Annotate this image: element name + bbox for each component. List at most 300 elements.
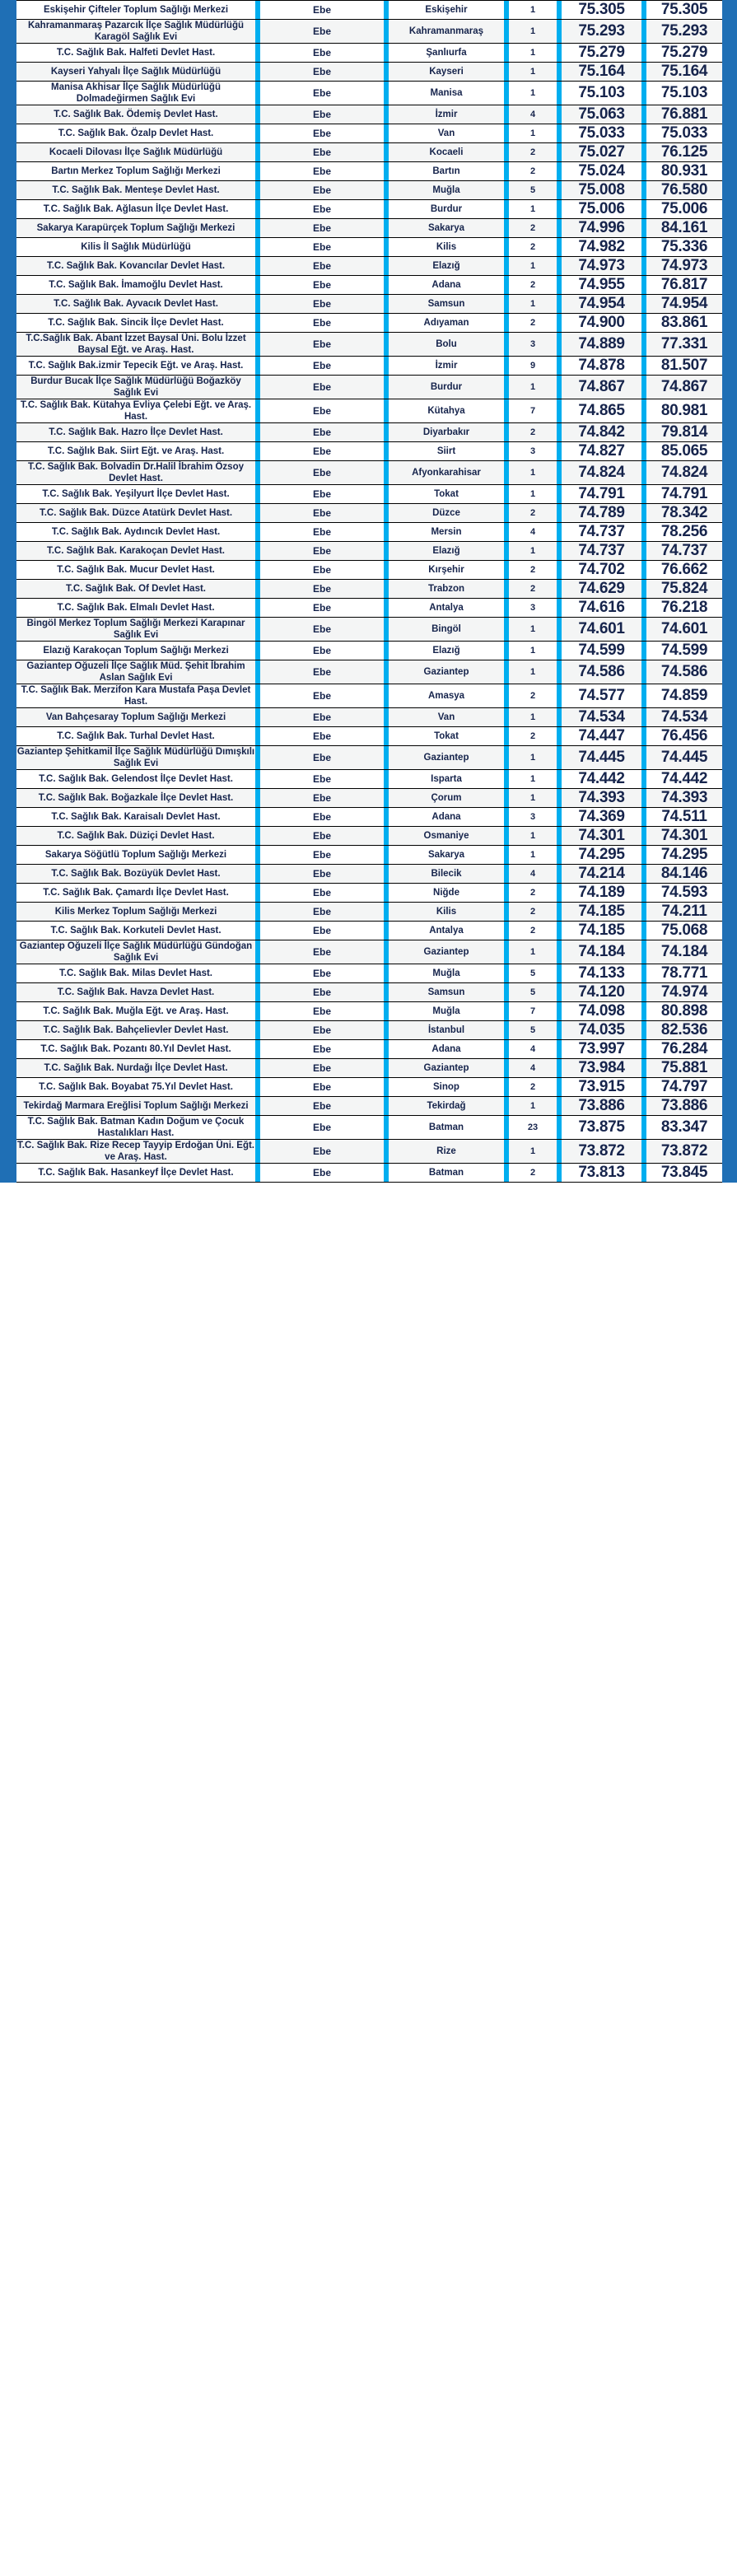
table-row (16, 1078, 722, 1097)
table-row (16, 808, 722, 827)
quota-count-cell: 1 (509, 827, 557, 846)
min-score-cell: 74.133 (562, 964, 641, 983)
institution-name-cell: T.C. Sağlık Bak. Düziçi Devlet Hast. (16, 827, 255, 846)
institution-name-cell: T.C. Sağlık Bak. Bahçelievler Devlet Hast. (16, 1021, 255, 1040)
institution-name-cell: T.C. Sağlık Bak. Aydıncık Devlet Hast. (16, 523, 255, 542)
province-cell: İzmir (389, 357, 504, 376)
min-score-cell: 74.601 (562, 618, 641, 642)
min-score-cell: 73.997 (562, 1040, 641, 1059)
title-cell: Ebe (260, 746, 384, 770)
table-row (16, 181, 722, 200)
max-score-cell: 76.881 (646, 105, 722, 124)
min-score-cell: 74.185 (562, 922, 641, 940)
institution-name-cell: T.C. Sağlık Bak. Gelendost İlçe Devlet Hast. (16, 770, 255, 789)
max-score-cell: 76.218 (646, 599, 722, 618)
quota-count-cell: 1 (509, 82, 557, 105)
province-cell: Kilis (389, 238, 504, 257)
min-score-cell: 74.824 (562, 461, 641, 485)
max-score-cell: 74.824 (646, 461, 722, 485)
table-row (16, 82, 722, 105)
title-cell: Ebe (260, 257, 384, 276)
min-score-cell: 75.103 (562, 82, 641, 105)
province-cell: Düzce (389, 504, 504, 523)
max-score-cell: 85.065 (646, 442, 722, 461)
max-score-cell: 79.814 (646, 423, 722, 442)
max-score-cell: 74.442 (646, 770, 722, 789)
province-cell: Bartın (389, 162, 504, 181)
max-score-cell: 76.817 (646, 276, 722, 295)
min-score-cell: 75.293 (562, 20, 641, 44)
province-cell: Elazığ (389, 642, 504, 660)
title-cell: Ebe (260, 580, 384, 599)
province-cell: Mersin (389, 523, 504, 542)
institution-name-cell: T.C. Sağlık Bak. Yeşilyurt İlçe Devlet Hast. (16, 485, 255, 504)
institution-name-cell: T.C. Sağlık Bak. Menteşe Devlet Hast. (16, 181, 255, 200)
quota-count-cell: 1 (509, 63, 557, 82)
min-score-cell: 74.599 (562, 642, 641, 660)
max-score-cell: 75.103 (646, 82, 722, 105)
title-cell: Ebe (260, 684, 384, 708)
table-row (16, 295, 722, 314)
table-row (16, 1164, 722, 1183)
table-row (16, 642, 722, 660)
province-cell: Diyarbakır (389, 423, 504, 442)
province-cell: Trabzon (389, 580, 504, 599)
institution-name-cell: T.C. Sağlık Bak. Merzifon Kara Mustafa Paşa Devlet Hast. (16, 684, 255, 708)
max-score-cell: 76.662 (646, 561, 722, 580)
title-cell: Ebe (260, 238, 384, 257)
quota-count-cell: 2 (509, 580, 557, 599)
max-score-cell: 74.445 (646, 746, 722, 770)
province-cell: Afyonkarahisar (389, 461, 504, 485)
title-cell: Ebe (260, 808, 384, 827)
title-cell: Ebe (260, 44, 384, 63)
institution-name-cell: T.C. Sağlık Bak. Karakoçan Devlet Hast. (16, 542, 255, 561)
title-cell: Ebe (260, 922, 384, 940)
table-row (16, 357, 722, 376)
province-cell: Amasya (389, 684, 504, 708)
province-cell: Tokat (389, 485, 504, 504)
title-cell: Ebe (260, 461, 384, 485)
institution-name-cell: T.C. Sağlık Bak. Of Devlet Hast. (16, 580, 255, 599)
institution-name-cell: T.C. Sağlık Bak. Boyabat 75.Yıl Devlet Hast. (16, 1078, 255, 1097)
province-cell: Siirt (389, 442, 504, 461)
quota-count-cell: 1 (509, 44, 557, 63)
province-cell: Muğla (389, 181, 504, 200)
table-row (16, 964, 722, 983)
min-score-cell: 74.842 (562, 423, 641, 442)
quota-count-cell: 2 (509, 561, 557, 580)
min-score-cell: 75.164 (562, 63, 641, 82)
min-score-cell: 74.789 (562, 504, 641, 523)
title-cell: Ebe (260, 20, 384, 44)
province-cell: Bingöl (389, 618, 504, 642)
min-score-cell: 74.035 (562, 1021, 641, 1040)
quota-count-cell: 1 (509, 1140, 557, 1164)
title-cell: Ebe (260, 827, 384, 846)
max-score-cell: 75.006 (646, 200, 722, 219)
institution-name-cell: T.C. Sağlık Bak. Bolvadin Dr.Halil İbrahim Özsoy Devlet Hast. (16, 461, 255, 485)
max-score-cell: 76.456 (646, 727, 722, 746)
quota-count-cell: 1 (509, 461, 557, 485)
table-row (16, 618, 722, 642)
title-cell: Ebe (260, 770, 384, 789)
table-row (16, 523, 722, 542)
min-score-cell: 75.033 (562, 124, 641, 143)
min-score-cell: 75.006 (562, 200, 641, 219)
min-score-cell: 73.984 (562, 1059, 641, 1078)
institution-name-cell: T.C. Sağlık Bak. Kovancılar Devlet Hast. (16, 257, 255, 276)
quota-count-cell: 1 (509, 20, 557, 44)
table-row (16, 708, 722, 727)
table-row (16, 684, 722, 708)
title-cell: Ebe (260, 485, 384, 504)
quota-count-cell: 5 (509, 983, 557, 1002)
min-score-cell: 74.973 (562, 257, 641, 276)
min-score-cell: 74.586 (562, 660, 641, 684)
max-score-cell: 80.931 (646, 162, 722, 181)
min-score-cell: 74.955 (562, 276, 641, 295)
quota-count-cell: 2 (509, 423, 557, 442)
min-score-cell: 74.189 (562, 884, 641, 903)
max-score-cell: 77.331 (646, 333, 722, 357)
min-score-cell: 74.982 (562, 238, 641, 257)
max-score-cell: 74.534 (646, 708, 722, 727)
province-cell: Adıyaman (389, 314, 504, 333)
institution-name-cell: Gaziantep Oğuzeli İlçe Sağlık Müdürlüğü Gündoğan Sağlık Evi (16, 940, 255, 964)
min-score-cell: 74.214 (562, 865, 641, 884)
province-cell: Adana (389, 1040, 504, 1059)
title-cell: Ebe (260, 1021, 384, 1040)
quota-count-cell: 4 (509, 1040, 557, 1059)
title-cell: Ebe (260, 708, 384, 727)
title-cell: Ebe (260, 200, 384, 219)
min-score-cell: 74.996 (562, 219, 641, 238)
institution-name-cell: T.C. Sağlık Bak. Elmalı Devlet Hast. (16, 599, 255, 618)
quota-count-cell: 2 (509, 314, 557, 333)
title-cell: Ebe (260, 1164, 384, 1183)
table-row (16, 727, 722, 746)
title-cell: Ebe (260, 542, 384, 561)
max-score-cell: 74.954 (646, 295, 722, 314)
institution-name-cell: T.C. Sağlık Bak. Karaisalı Devlet Hast. (16, 808, 255, 827)
title-cell: Ebe (260, 295, 384, 314)
quota-count-cell: 1 (509, 200, 557, 219)
table-row (16, 423, 722, 442)
quota-count-cell: 2 (509, 903, 557, 922)
max-score-cell: 74.295 (646, 846, 722, 865)
min-score-cell: 74.393 (562, 789, 641, 808)
min-score-cell: 73.813 (562, 1164, 641, 1183)
province-cell: Bolu (389, 333, 504, 357)
institution-name-cell: Eskişehir Çifteler Toplum Sağlığı Merkezi (16, 1, 255, 20)
table-row (16, 1021, 722, 1040)
institution-name-cell: T.C.Sağlık Bak. Abant İzzet Baysal Üni. Bolu İzzet Baysal Eğt. ve Araş. Hast. (16, 333, 255, 357)
table-row (16, 922, 722, 940)
table-row (16, 770, 722, 789)
institution-name-cell: T.C. Sağlık Bak. Korkuteli Devlet Hast. (16, 922, 255, 940)
max-score-cell: 75.881 (646, 1059, 722, 1078)
institution-name-cell: T.C. Sağlık Bak. Sincik İlçe Devlet Hast. (16, 314, 255, 333)
max-score-cell: 75.336 (646, 238, 722, 257)
title-cell: Ebe (260, 219, 384, 238)
quota-count-cell: 2 (509, 504, 557, 523)
title-cell: Ebe (260, 865, 384, 884)
max-score-cell: 73.886 (646, 1097, 722, 1116)
max-score-cell: 78.342 (646, 504, 722, 523)
province-cell: Samsun (389, 983, 504, 1002)
title-cell: Ebe (260, 399, 384, 423)
quota-count-cell: 1 (509, 124, 557, 143)
table-row (16, 865, 722, 884)
quota-count-cell: 7 (509, 399, 557, 423)
max-score-cell: 75.033 (646, 124, 722, 143)
min-score-cell: 74.629 (562, 580, 641, 599)
quota-count-cell: 1 (509, 708, 557, 727)
institution-name-cell: Kilis Merkez Toplum Sağlığı Merkezi (16, 903, 255, 922)
title-cell: Ebe (260, 1002, 384, 1021)
max-score-cell: 83.347 (646, 1116, 722, 1140)
table-row (16, 504, 722, 523)
max-score-cell: 83.861 (646, 314, 722, 333)
province-cell: Gaziantep (389, 660, 504, 684)
max-score-cell: 74.599 (646, 642, 722, 660)
institution-name-cell: Kayseri Yahyalı İlçe Sağlık Müdürlüğü (16, 63, 255, 82)
province-cell: İstanbul (389, 1021, 504, 1040)
min-score-cell: 74.889 (562, 333, 641, 357)
province-cell: Şanlıurfa (389, 44, 504, 63)
institution-name-cell: Bingöl Merkez Toplum Sağlığı Merkezi Karapınar Sağlık Evi (16, 618, 255, 642)
table-row (16, 903, 722, 922)
quota-count-cell: 1 (509, 789, 557, 808)
institution-name-cell: T.C. Sağlık Bak. Hasankeyf İlçe Devlet Hast. (16, 1164, 255, 1183)
table-row (16, 580, 722, 599)
max-score-cell: 81.507 (646, 357, 722, 376)
title-cell: Ebe (260, 357, 384, 376)
min-score-cell: 74.737 (562, 523, 641, 542)
quota-count-cell: 1 (509, 542, 557, 561)
province-cell: İzmir (389, 105, 504, 124)
title-cell: Ebe (260, 105, 384, 124)
province-cell: Adana (389, 808, 504, 827)
max-score-cell: 74.867 (646, 376, 722, 399)
title-cell: Ebe (260, 846, 384, 865)
province-cell: Sinop (389, 1078, 504, 1097)
min-score-cell: 74.184 (562, 940, 641, 964)
institution-name-cell: T.C. Sağlık Bak. İmamoğlu Devlet Hast. (16, 276, 255, 295)
province-cell: Batman (389, 1116, 504, 1140)
province-cell: Kırşehir (389, 561, 504, 580)
province-cell: Gaziantep (389, 746, 504, 770)
max-score-cell: 74.184 (646, 940, 722, 964)
quota-count-cell: 5 (509, 181, 557, 200)
title-cell: Ebe (260, 162, 384, 181)
province-cell: Samsun (389, 295, 504, 314)
title-cell: Ebe (260, 964, 384, 983)
institution-name-cell: T.C. Sağlık Bak. Rize Recep Tayyip Erdoğan Üni. Eğt. ve Araş. Hast. (17, 1141, 254, 1163)
table-row (16, 746, 722, 770)
province-cell: Kayseri (389, 63, 504, 82)
max-score-cell: 84.146 (646, 865, 722, 884)
max-score-cell: 74.586 (646, 660, 722, 684)
title-cell: Ebe (260, 1116, 384, 1140)
institution-name-cell: T.C. Sağlık Bak. Milas Devlet Hast. (16, 964, 255, 983)
institution-name-cell: Kahramanmaraş Pazarcık İlçe Sağlık Müdürlüğü Karagöl Sağlık Evi (16, 20, 255, 44)
quota-count-cell: 1 (509, 846, 557, 865)
title-cell: Ebe (260, 599, 384, 618)
max-score-cell: 82.536 (646, 1021, 722, 1040)
institution-name-cell: T.C. Sağlık Bak. Ödemiş Devlet Hast. (16, 105, 255, 124)
max-score-cell: 74.393 (646, 789, 722, 808)
table-row (16, 846, 722, 865)
min-score-cell: 74.445 (562, 746, 641, 770)
quota-count-cell: 1 (509, 618, 557, 642)
institution-name-cell: T.C. Sağlık Bak. Özalp Devlet Hast. (16, 124, 255, 143)
max-score-cell: 73.872 (646, 1140, 722, 1164)
quota-count-cell: 2 (509, 143, 557, 162)
min-score-cell: 74.865 (562, 399, 641, 423)
province-cell: Kahramanmaraş (389, 20, 504, 44)
institution-name-cell: Kilis İl Sağlık Müdürlüğü (16, 238, 255, 257)
min-score-cell: 74.791 (562, 485, 641, 504)
table-row (16, 257, 722, 276)
max-score-cell: 74.973 (646, 257, 722, 276)
title-cell: Ebe (260, 1059, 384, 1078)
max-score-cell: 84.161 (646, 219, 722, 238)
max-score-cell: 75.164 (646, 63, 722, 82)
table-row (16, 442, 722, 461)
table-row (16, 1097, 722, 1116)
quota-count-cell: 4 (509, 865, 557, 884)
table-body (16, 1, 722, 1183)
min-score-cell: 75.063 (562, 105, 641, 124)
quota-count-cell: 2 (509, 276, 557, 295)
institution-name-cell: Kocaeli Dilovası İlçe Sağlık Müdürlüğü (16, 143, 255, 162)
table-row (16, 44, 722, 63)
min-score-cell: 74.185 (562, 903, 641, 922)
table-row (16, 599, 722, 618)
max-score-cell: 75.824 (646, 580, 722, 599)
min-score-cell: 74.878 (562, 357, 641, 376)
min-score-cell: 74.301 (562, 827, 641, 846)
quota-count-cell: 3 (509, 599, 557, 618)
province-cell: Antalya (389, 922, 504, 940)
quota-count-cell: 2 (509, 727, 557, 746)
min-score-cell: 74.534 (562, 708, 641, 727)
province-cell: Muğla (389, 1002, 504, 1021)
quota-count-cell: 1 (509, 1, 557, 20)
max-score-cell: 78.771 (646, 964, 722, 983)
province-cell: Batman (389, 1164, 504, 1183)
title-cell: Ebe (260, 1078, 384, 1097)
table-row (16, 789, 722, 808)
province-cell: Manisa (389, 82, 504, 105)
title-cell: Ebe (260, 983, 384, 1002)
institution-name-cell: T.C. Sağlık Bak. Ağlasun İlçe Devlet Hast. (16, 200, 255, 219)
province-cell: Tokat (389, 727, 504, 746)
min-score-cell: 73.872 (562, 1140, 641, 1164)
institution-name-cell: T.C. Sağlık Bak. Nurdağı İlçe Devlet Hast. (16, 1059, 255, 1078)
max-score-cell: 76.284 (646, 1040, 722, 1059)
min-score-cell: 74.900 (562, 314, 641, 333)
title-cell: Ebe (260, 523, 384, 542)
institution-name-cell: Bartın Merkez Toplum Sağlığı Merkezi (16, 162, 255, 181)
quota-count-cell: 3 (509, 808, 557, 827)
table-row (16, 940, 722, 964)
title-cell: Ebe (260, 63, 384, 82)
province-cell: Kocaeli (389, 143, 504, 162)
max-score-cell: 75.279 (646, 44, 722, 63)
table-row (16, 461, 722, 485)
institution-name-cell: T.C. Sağlık Bak. Turhal Devlet Hast. (16, 727, 255, 746)
table-row (16, 1040, 722, 1059)
institution-name-cell: Elazığ Karakoçan Toplum Sağlığı Merkezi (16, 642, 255, 660)
quota-count-cell: 1 (509, 940, 557, 964)
title-cell: Ebe (260, 82, 384, 105)
min-score-cell: 74.737 (562, 542, 641, 561)
institution-name-cell: Van Bahçesaray Toplum Sağlığı Merkezi (16, 708, 255, 727)
province-cell: Elazığ (389, 542, 504, 561)
max-score-cell: 76.580 (646, 181, 722, 200)
province-cell: Burdur (389, 376, 504, 399)
title-cell: Ebe (260, 618, 384, 642)
institution-name-cell: T.C. Sağlık Bak. Mucur Devlet Hast. (16, 561, 255, 580)
min-score-cell: 74.954 (562, 295, 641, 314)
table-row (16, 561, 722, 580)
title-cell: Ebe (260, 1, 384, 20)
title-cell: Ebe (260, 333, 384, 357)
province-cell: Eskişehir (389, 1, 504, 20)
province-cell: Çorum (389, 789, 504, 808)
institution-name-cell: Tekirdağ Marmara Ereğlisi Toplum Sağlığı Merkezi (16, 1097, 255, 1116)
institution-name-cell: T.C. Sağlık Bak. Siirt Eğt. ve Araş. Hast. (16, 442, 255, 461)
table-row (16, 314, 722, 333)
table-row (16, 1059, 722, 1078)
institution-name-cell: T.C. Sağlık Bak. Bozüyük Devlet Hast. (16, 865, 255, 884)
institution-name-cell: T.C. Sağlık Bak.izmir Tepecik Eğt. ve Araş. Hast. (16, 357, 255, 376)
title-cell: Ebe (260, 504, 384, 523)
title-cell: Ebe (260, 124, 384, 143)
min-score-cell: 73.915 (562, 1078, 641, 1097)
province-cell: Tekirdağ (389, 1097, 504, 1116)
table-row (16, 238, 722, 257)
min-score-cell: 74.616 (562, 599, 641, 618)
province-cell: Rize (389, 1140, 504, 1164)
table-row (16, 1116, 722, 1140)
min-score-cell: 75.027 (562, 143, 641, 162)
institution-name-cell: T.C. Sağlık Bak. Ayvacık Devlet Hast. (16, 295, 255, 314)
table-row (16, 884, 722, 903)
min-score-cell: 74.098 (562, 1002, 641, 1021)
institution-name-cell: T.C. Sağlık Bak. Pozantı 80.Yıl Devlet Hast. (16, 1040, 255, 1059)
max-score-cell: 75.068 (646, 922, 722, 940)
province-cell: Sakarya (389, 219, 504, 238)
max-score-cell: 74.974 (646, 983, 722, 1002)
title-cell: Ebe (260, 442, 384, 461)
min-score-cell: 74.295 (562, 846, 641, 865)
max-score-cell: 74.859 (646, 684, 722, 708)
title-cell: Ebe (260, 376, 384, 399)
max-score-cell: 74.511 (646, 808, 722, 827)
quota-count-cell: 1 (509, 295, 557, 314)
max-score-cell: 73.845 (646, 1164, 722, 1183)
min-score-cell: 73.875 (562, 1116, 641, 1140)
title-cell: Ebe (260, 940, 384, 964)
quota-count-cell: 2 (509, 162, 557, 181)
quota-count-cell: 4 (509, 105, 557, 124)
quota-count-cell: 2 (509, 884, 557, 903)
max-score-cell: 80.898 (646, 1002, 722, 1021)
